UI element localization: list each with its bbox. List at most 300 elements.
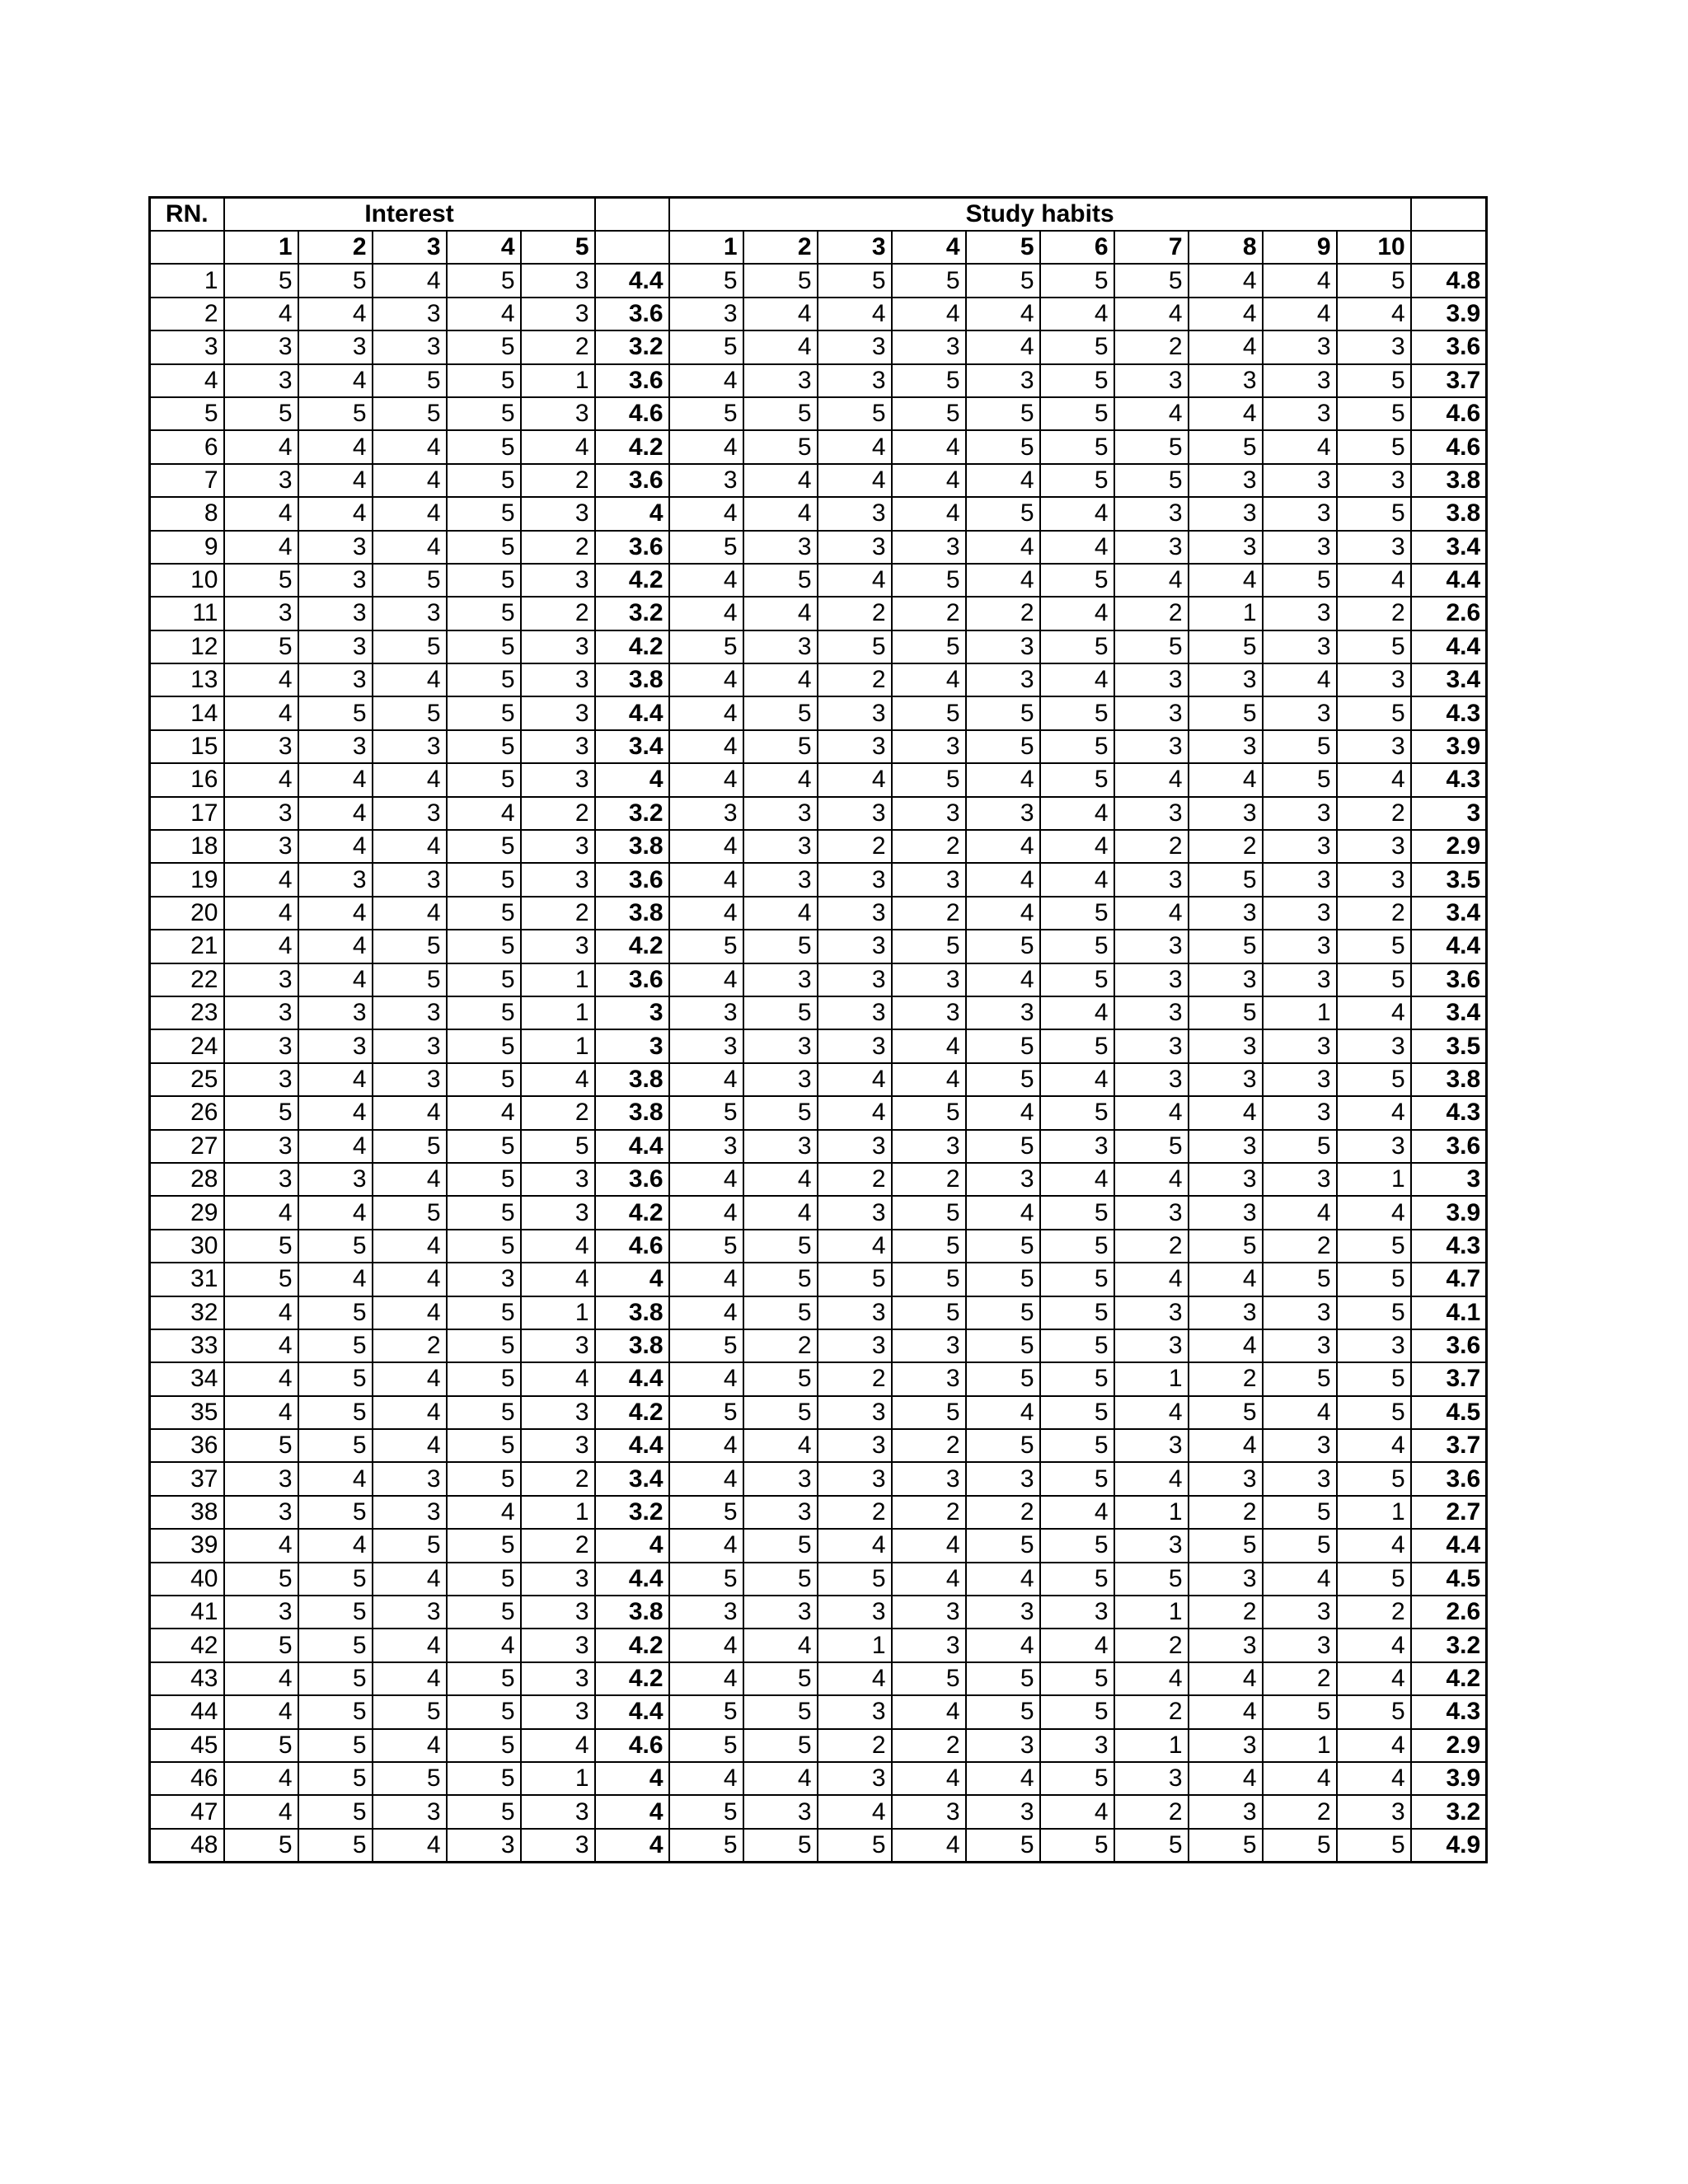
- interest-average: 4: [595, 1829, 669, 1863]
- study-score: 4: [818, 564, 892, 597]
- interest-item-header: 4: [447, 231, 521, 264]
- interest-score: 3: [224, 1029, 298, 1062]
- study-item-header: 2: [743, 231, 818, 264]
- row-number: 1: [150, 264, 224, 297]
- interest-score: 3: [521, 863, 595, 896]
- study-score: 3: [669, 996, 743, 1029]
- study-score: 4: [743, 1429, 818, 1462]
- table-row: [150, 963, 1487, 996]
- interest-score: 3: [224, 464, 298, 497]
- study-score: 4: [1337, 1729, 1411, 1762]
- interest-score: 5: [447, 663, 521, 696]
- study-score: 5: [1189, 630, 1263, 663]
- study-score: 5: [1189, 696, 1263, 729]
- interest-score: 5: [373, 1196, 447, 1229]
- interest-score: 5: [447, 930, 521, 963]
- study-score: 3: [1189, 1296, 1263, 1329]
- study-score: 5: [966, 397, 1040, 430]
- study-score: 4: [818, 430, 892, 463]
- interest-average: 4.4: [595, 696, 669, 729]
- study-average: 3.6: [1411, 963, 1487, 996]
- study-average: 3.6: [1411, 1329, 1487, 1362]
- study-score: 2: [892, 1429, 966, 1462]
- study-score: 4: [1114, 564, 1189, 597]
- study-score: 5: [743, 1529, 818, 1562]
- study-score: 3: [669, 1029, 743, 1062]
- study-score: 5: [1040, 1362, 1114, 1395]
- interest-score: 4: [373, 663, 447, 696]
- study-score: 5: [1040, 264, 1114, 297]
- row-number: 40: [150, 1563, 224, 1596]
- study-score: 5: [818, 264, 892, 297]
- study-score: 3: [1189, 663, 1263, 696]
- study-score: 3: [1114, 663, 1189, 696]
- interest-score: 3: [224, 597, 298, 630]
- interest-average: 3.6: [595, 863, 669, 896]
- study-score: 4: [966, 863, 1040, 896]
- study-score: 3: [892, 1596, 966, 1629]
- interest-score: 5: [373, 397, 447, 430]
- table-row: [150, 930, 1487, 963]
- study-score: 5: [1337, 630, 1411, 663]
- row-number: 43: [150, 1662, 224, 1695]
- study-score: 2: [1337, 1596, 1411, 1629]
- interest-score: 5: [447, 1795, 521, 1828]
- study-average: 3.5: [1411, 1029, 1487, 1062]
- interest-score: 5: [224, 1829, 298, 1863]
- study-score: 4: [1337, 1529, 1411, 1562]
- interest-average: 4: [595, 1795, 669, 1828]
- study-score: 5: [669, 330, 743, 363]
- study-score: 3: [818, 1029, 892, 1062]
- study-avg-header: [1411, 198, 1487, 232]
- study-score: 4: [1337, 1629, 1411, 1661]
- row-number: 41: [150, 1596, 224, 1629]
- study-score: 5: [1040, 364, 1114, 397]
- study-score: 4: [669, 1362, 743, 1395]
- study-score: 4: [966, 763, 1040, 796]
- interest-average: 4.4: [595, 1362, 669, 1395]
- study-score: 5: [743, 1563, 818, 1596]
- study-score: 3: [818, 1329, 892, 1362]
- study-score: 3: [1189, 464, 1263, 497]
- study-score: 4: [743, 1163, 818, 1196]
- table-row: [150, 897, 1487, 930]
- study-score: 3: [1263, 1096, 1337, 1129]
- interest-score: 4: [521, 1729, 595, 1762]
- study-score: 3: [1263, 897, 1337, 930]
- study-score: 3: [892, 1462, 966, 1495]
- study-score: 5: [743, 397, 818, 430]
- interest-score: 3: [521, 830, 595, 863]
- study-score: 4: [818, 1662, 892, 1695]
- study-score: 5: [966, 1362, 1040, 1395]
- study-score: 5: [1337, 1063, 1411, 1096]
- table-row: [150, 663, 1487, 696]
- study-score: 5: [966, 1429, 1040, 1462]
- table-row: [150, 830, 1487, 863]
- study-score: 5: [1337, 264, 1411, 297]
- study-score: 2: [892, 830, 966, 863]
- interest-average: 4.2: [595, 564, 669, 597]
- table-row: [150, 1096, 1487, 1129]
- interest-score: 4: [298, 830, 373, 863]
- interest-score: 5: [447, 264, 521, 297]
- row-number: 13: [150, 663, 224, 696]
- study-score: 4: [669, 1762, 743, 1795]
- study-score: 3: [966, 630, 1040, 663]
- study-score: 1: [1337, 1163, 1411, 1196]
- study-score: 3: [1263, 1063, 1337, 1096]
- row-number: 38: [150, 1496, 224, 1529]
- study-score: 4: [892, 1029, 966, 1062]
- study-average: 3.9: [1411, 298, 1487, 330]
- study-score: 5: [669, 1396, 743, 1429]
- interest-score: 3: [373, 1462, 447, 1495]
- study-score: 4: [818, 1063, 892, 1096]
- study-score: 5: [743, 1829, 818, 1863]
- interest-score: 5: [224, 1563, 298, 1596]
- interest-score: 3: [521, 1196, 595, 1229]
- interest-score: 3: [521, 1662, 595, 1695]
- interest-score: 3: [298, 663, 373, 696]
- study-score: 4: [1263, 1196, 1337, 1229]
- study-score: 3: [1114, 531, 1189, 564]
- interest-score: 4: [373, 1362, 447, 1395]
- interest-score: 3: [521, 763, 595, 796]
- interest-score: 3: [521, 1695, 595, 1728]
- study-score: 4: [1337, 1096, 1411, 1129]
- interest-score: 4: [373, 497, 447, 530]
- study-score: 5: [1189, 930, 1263, 963]
- interest-score: 3: [224, 797, 298, 830]
- study-score: 5: [669, 1563, 743, 1596]
- study-score: 3: [892, 1362, 966, 1395]
- study-score: 5: [743, 696, 818, 729]
- study-item-header: 4: [892, 231, 966, 264]
- interest-score: 5: [224, 1629, 298, 1661]
- interest-score: 5: [447, 1563, 521, 1596]
- study-score: 4: [743, 1629, 818, 1661]
- row-number: 10: [150, 564, 224, 597]
- study-score: 4: [892, 1829, 966, 1863]
- row-number: 8: [150, 497, 224, 530]
- table-row: [150, 397, 1487, 430]
- study-score: 4: [1337, 298, 1411, 330]
- study-score: 5: [966, 1029, 1040, 1062]
- study-score: 5: [892, 397, 966, 430]
- interest-score: 4: [447, 1629, 521, 1661]
- study-score: 2: [1189, 1596, 1263, 1629]
- study-score: 5: [818, 630, 892, 663]
- interest-score: 5: [447, 1529, 521, 1562]
- study-average: 3: [1411, 797, 1487, 830]
- interest-score: 3: [521, 696, 595, 729]
- interest-score: 2: [521, 1462, 595, 1495]
- study-average: 4.5: [1411, 1563, 1487, 1596]
- study-score: 3: [1114, 1329, 1189, 1362]
- study-score: 5: [892, 1396, 966, 1429]
- study-score: 4: [892, 430, 966, 463]
- study-score: 3: [818, 497, 892, 530]
- study-score: 5: [1040, 1762, 1114, 1795]
- interest-score: 1: [521, 364, 595, 397]
- study-score: 5: [1189, 996, 1263, 1029]
- study-score: 3: [966, 996, 1040, 1029]
- interest-score: 5: [224, 1230, 298, 1263]
- study-item-header: 7: [1114, 231, 1189, 264]
- study-score: 5: [1189, 1829, 1263, 1863]
- study-item-header: 6: [1040, 231, 1114, 264]
- interest-score: 5: [298, 1829, 373, 1863]
- table-row: [150, 1729, 1487, 1762]
- row-number: 37: [150, 1462, 224, 1495]
- interest-score: 4: [298, 897, 373, 930]
- study-score: 4: [743, 597, 818, 630]
- table-row: [150, 630, 1487, 663]
- interest-score: 3: [447, 1829, 521, 1863]
- study-score: 3: [1263, 797, 1337, 830]
- study-score: 2: [1114, 330, 1189, 363]
- study-score: 4: [1040, 531, 1114, 564]
- interest-score: 4: [373, 830, 447, 863]
- study-average: 3.4: [1411, 531, 1487, 564]
- interest-score: 5: [373, 1695, 447, 1728]
- interest-score: 3: [521, 1629, 595, 1661]
- study-item-header: 5: [966, 231, 1040, 264]
- interest-score: 5: [447, 696, 521, 729]
- study-score: 5: [1337, 1362, 1411, 1395]
- study-score: 4: [1114, 897, 1189, 930]
- study-average: 4.6: [1411, 397, 1487, 430]
- interest-score: 3: [373, 330, 447, 363]
- study-score: 5: [892, 264, 966, 297]
- interest-score: 5: [447, 730, 521, 763]
- study-score: 2: [1114, 830, 1189, 863]
- study-average: 2.6: [1411, 1596, 1487, 1629]
- study-score: 2: [892, 1163, 966, 1196]
- study-score: 3: [1337, 1329, 1411, 1362]
- study-score: 5: [1040, 464, 1114, 497]
- study-score: 5: [1040, 1296, 1114, 1329]
- interest-score: 5: [298, 1729, 373, 1762]
- interest-score: 4: [224, 863, 298, 896]
- study-score: 3: [743, 531, 818, 564]
- study-score: 2: [892, 897, 966, 930]
- table-row: [150, 996, 1487, 1029]
- study-score: 3: [1040, 1729, 1114, 1762]
- study-score: 5: [1337, 963, 1411, 996]
- study-score: 3: [818, 1296, 892, 1329]
- interest-score: 5: [224, 1263, 298, 1296]
- study-score: 4: [669, 497, 743, 530]
- row-number: 17: [150, 797, 224, 830]
- interest-score: 4: [373, 1296, 447, 1329]
- study-score: 5: [743, 1296, 818, 1329]
- interest-item-header: 5: [521, 231, 595, 264]
- interest-score: 5: [447, 1130, 521, 1163]
- study-score: 3: [1263, 1629, 1337, 1661]
- interest-average: 4.6: [595, 1729, 669, 1762]
- interest-avg-subheader-empty: [595, 231, 669, 264]
- interest-score: 3: [521, 730, 595, 763]
- study-score: 3: [669, 298, 743, 330]
- study-score: 5: [966, 1296, 1040, 1329]
- interest-score: 5: [298, 1563, 373, 1596]
- interest-score: 3: [298, 863, 373, 896]
- study-score: 5: [818, 1563, 892, 1596]
- interest-score: 3: [224, 330, 298, 363]
- study-average: 3: [1411, 1163, 1487, 1196]
- interest-score: 4: [224, 1329, 298, 1362]
- study-score: 3: [966, 364, 1040, 397]
- interest-score: 3: [521, 663, 595, 696]
- study-score: 5: [892, 1196, 966, 1229]
- study-score: 4: [966, 897, 1040, 930]
- interest-score: 5: [447, 1362, 521, 1395]
- study-score: 4: [1040, 1629, 1114, 1661]
- interest-score: 4: [224, 430, 298, 463]
- study-score: 3: [1189, 1163, 1263, 1196]
- interest-average: 3.8: [595, 663, 669, 696]
- study-score: 3: [1114, 996, 1189, 1029]
- study-score: 5: [1263, 763, 1337, 796]
- study-score: 4: [966, 830, 1040, 863]
- study-average: 4.3: [1411, 1096, 1487, 1129]
- study-score: 3: [743, 1063, 818, 1096]
- table-row: [150, 1163, 1487, 1196]
- row-number: 24: [150, 1029, 224, 1062]
- table-row: [150, 1695, 1487, 1728]
- study-score: 3: [892, 797, 966, 830]
- interest-score: 4: [521, 1063, 595, 1096]
- study-score: 4: [818, 298, 892, 330]
- interest-score: 3: [224, 830, 298, 863]
- study-score: 4: [892, 1695, 966, 1728]
- study-score: 4: [966, 1563, 1040, 1596]
- study-score: 3: [1263, 863, 1337, 896]
- interest-score: 5: [447, 497, 521, 530]
- study-average: 3.6: [1411, 1130, 1487, 1163]
- study-score: 5: [743, 430, 818, 463]
- study-score: 4: [966, 298, 1040, 330]
- interest-score: 3: [373, 863, 447, 896]
- study-score: 4: [1114, 763, 1189, 796]
- study-score: 4: [1040, 1063, 1114, 1096]
- study-score: 5: [966, 1529, 1040, 1562]
- study-score: 4: [669, 763, 743, 796]
- row-number: 6: [150, 430, 224, 463]
- study-score: 3: [1337, 863, 1411, 896]
- study-score: 3: [1263, 464, 1337, 497]
- study-score: 3: [743, 963, 818, 996]
- study-average: 3.9: [1411, 730, 1487, 763]
- interest-score: 5: [298, 1396, 373, 1429]
- interest-average: 4: [595, 763, 669, 796]
- table-row: [150, 1263, 1487, 1296]
- row-number: 44: [150, 1695, 224, 1728]
- study-score: 5: [743, 930, 818, 963]
- study-average: 4.3: [1411, 1695, 1487, 1728]
- study-score: 2: [818, 1729, 892, 1762]
- interest-score: 3: [373, 1063, 447, 1096]
- interest-average: 3.6: [595, 963, 669, 996]
- study-score: 4: [669, 1629, 743, 1661]
- data-table: [148, 196, 1488, 1863]
- interest-item-header: 2: [298, 231, 373, 264]
- interest-score: 2: [521, 464, 595, 497]
- study-score: 5: [1263, 1695, 1337, 1728]
- interest-score: 5: [447, 1662, 521, 1695]
- interest-score: 5: [298, 1496, 373, 1529]
- study-score: 3: [1189, 497, 1263, 530]
- interest-score: 4: [224, 1795, 298, 1828]
- study-score: 4: [1040, 797, 1114, 830]
- interest-score: 3: [224, 1462, 298, 1495]
- study-score: 3: [818, 1695, 892, 1728]
- table-row: [150, 597, 1487, 630]
- row-number: 9: [150, 531, 224, 564]
- row-number: 27: [150, 1130, 224, 1163]
- study-score: 4: [669, 1063, 743, 1096]
- study-average: 4.3: [1411, 1230, 1487, 1263]
- row-number: 16: [150, 763, 224, 796]
- study-item-header: 10: [1337, 231, 1411, 264]
- study-score: 3: [818, 897, 892, 930]
- study-score: 1: [818, 1629, 892, 1661]
- study-score: 3: [1263, 531, 1337, 564]
- interest-score: 3: [521, 630, 595, 663]
- study-score: 2: [966, 1496, 1040, 1529]
- row-number: 2: [150, 298, 224, 330]
- interest-score: 4: [298, 1529, 373, 1562]
- study-score: 3: [1114, 1762, 1189, 1795]
- study-score: 5: [1337, 1396, 1411, 1429]
- interest-score: 5: [298, 1762, 373, 1795]
- study-score: 5: [743, 1396, 818, 1429]
- study-score: 5: [1114, 464, 1189, 497]
- interest-average: 4: [595, 1263, 669, 1296]
- interest-score: 4: [373, 1729, 447, 1762]
- study-score: 2: [818, 597, 892, 630]
- study-score: 4: [1337, 564, 1411, 597]
- interest-score: 4: [373, 1163, 447, 1196]
- study-average: 4.1: [1411, 1296, 1487, 1329]
- study-score: 3: [818, 1429, 892, 1462]
- interest-score: 2: [521, 531, 595, 564]
- study-score: 3: [1114, 1429, 1189, 1462]
- interest-score: 4: [373, 430, 447, 463]
- study-score: 5: [1114, 1130, 1189, 1163]
- header-row-items: [150, 231, 1487, 264]
- study-score: 2: [818, 1362, 892, 1395]
- study-score: 3: [743, 1462, 818, 1495]
- study-score: 4: [669, 1296, 743, 1329]
- study-score: 5: [892, 1263, 966, 1296]
- study-average: 3.4: [1411, 897, 1487, 930]
- study-score: 3: [1189, 1029, 1263, 1062]
- interest-score: 5: [373, 364, 447, 397]
- study-score: 4: [669, 1263, 743, 1296]
- study-score: 4: [743, 497, 818, 530]
- row-number: 29: [150, 1196, 224, 1229]
- study-score: 3: [892, 996, 966, 1029]
- study-score: 4: [1114, 1462, 1189, 1495]
- interest-score: 4: [373, 763, 447, 796]
- study-score: 4: [669, 564, 743, 597]
- study-score: 1: [1263, 996, 1337, 1029]
- study-score: 5: [1337, 1230, 1411, 1263]
